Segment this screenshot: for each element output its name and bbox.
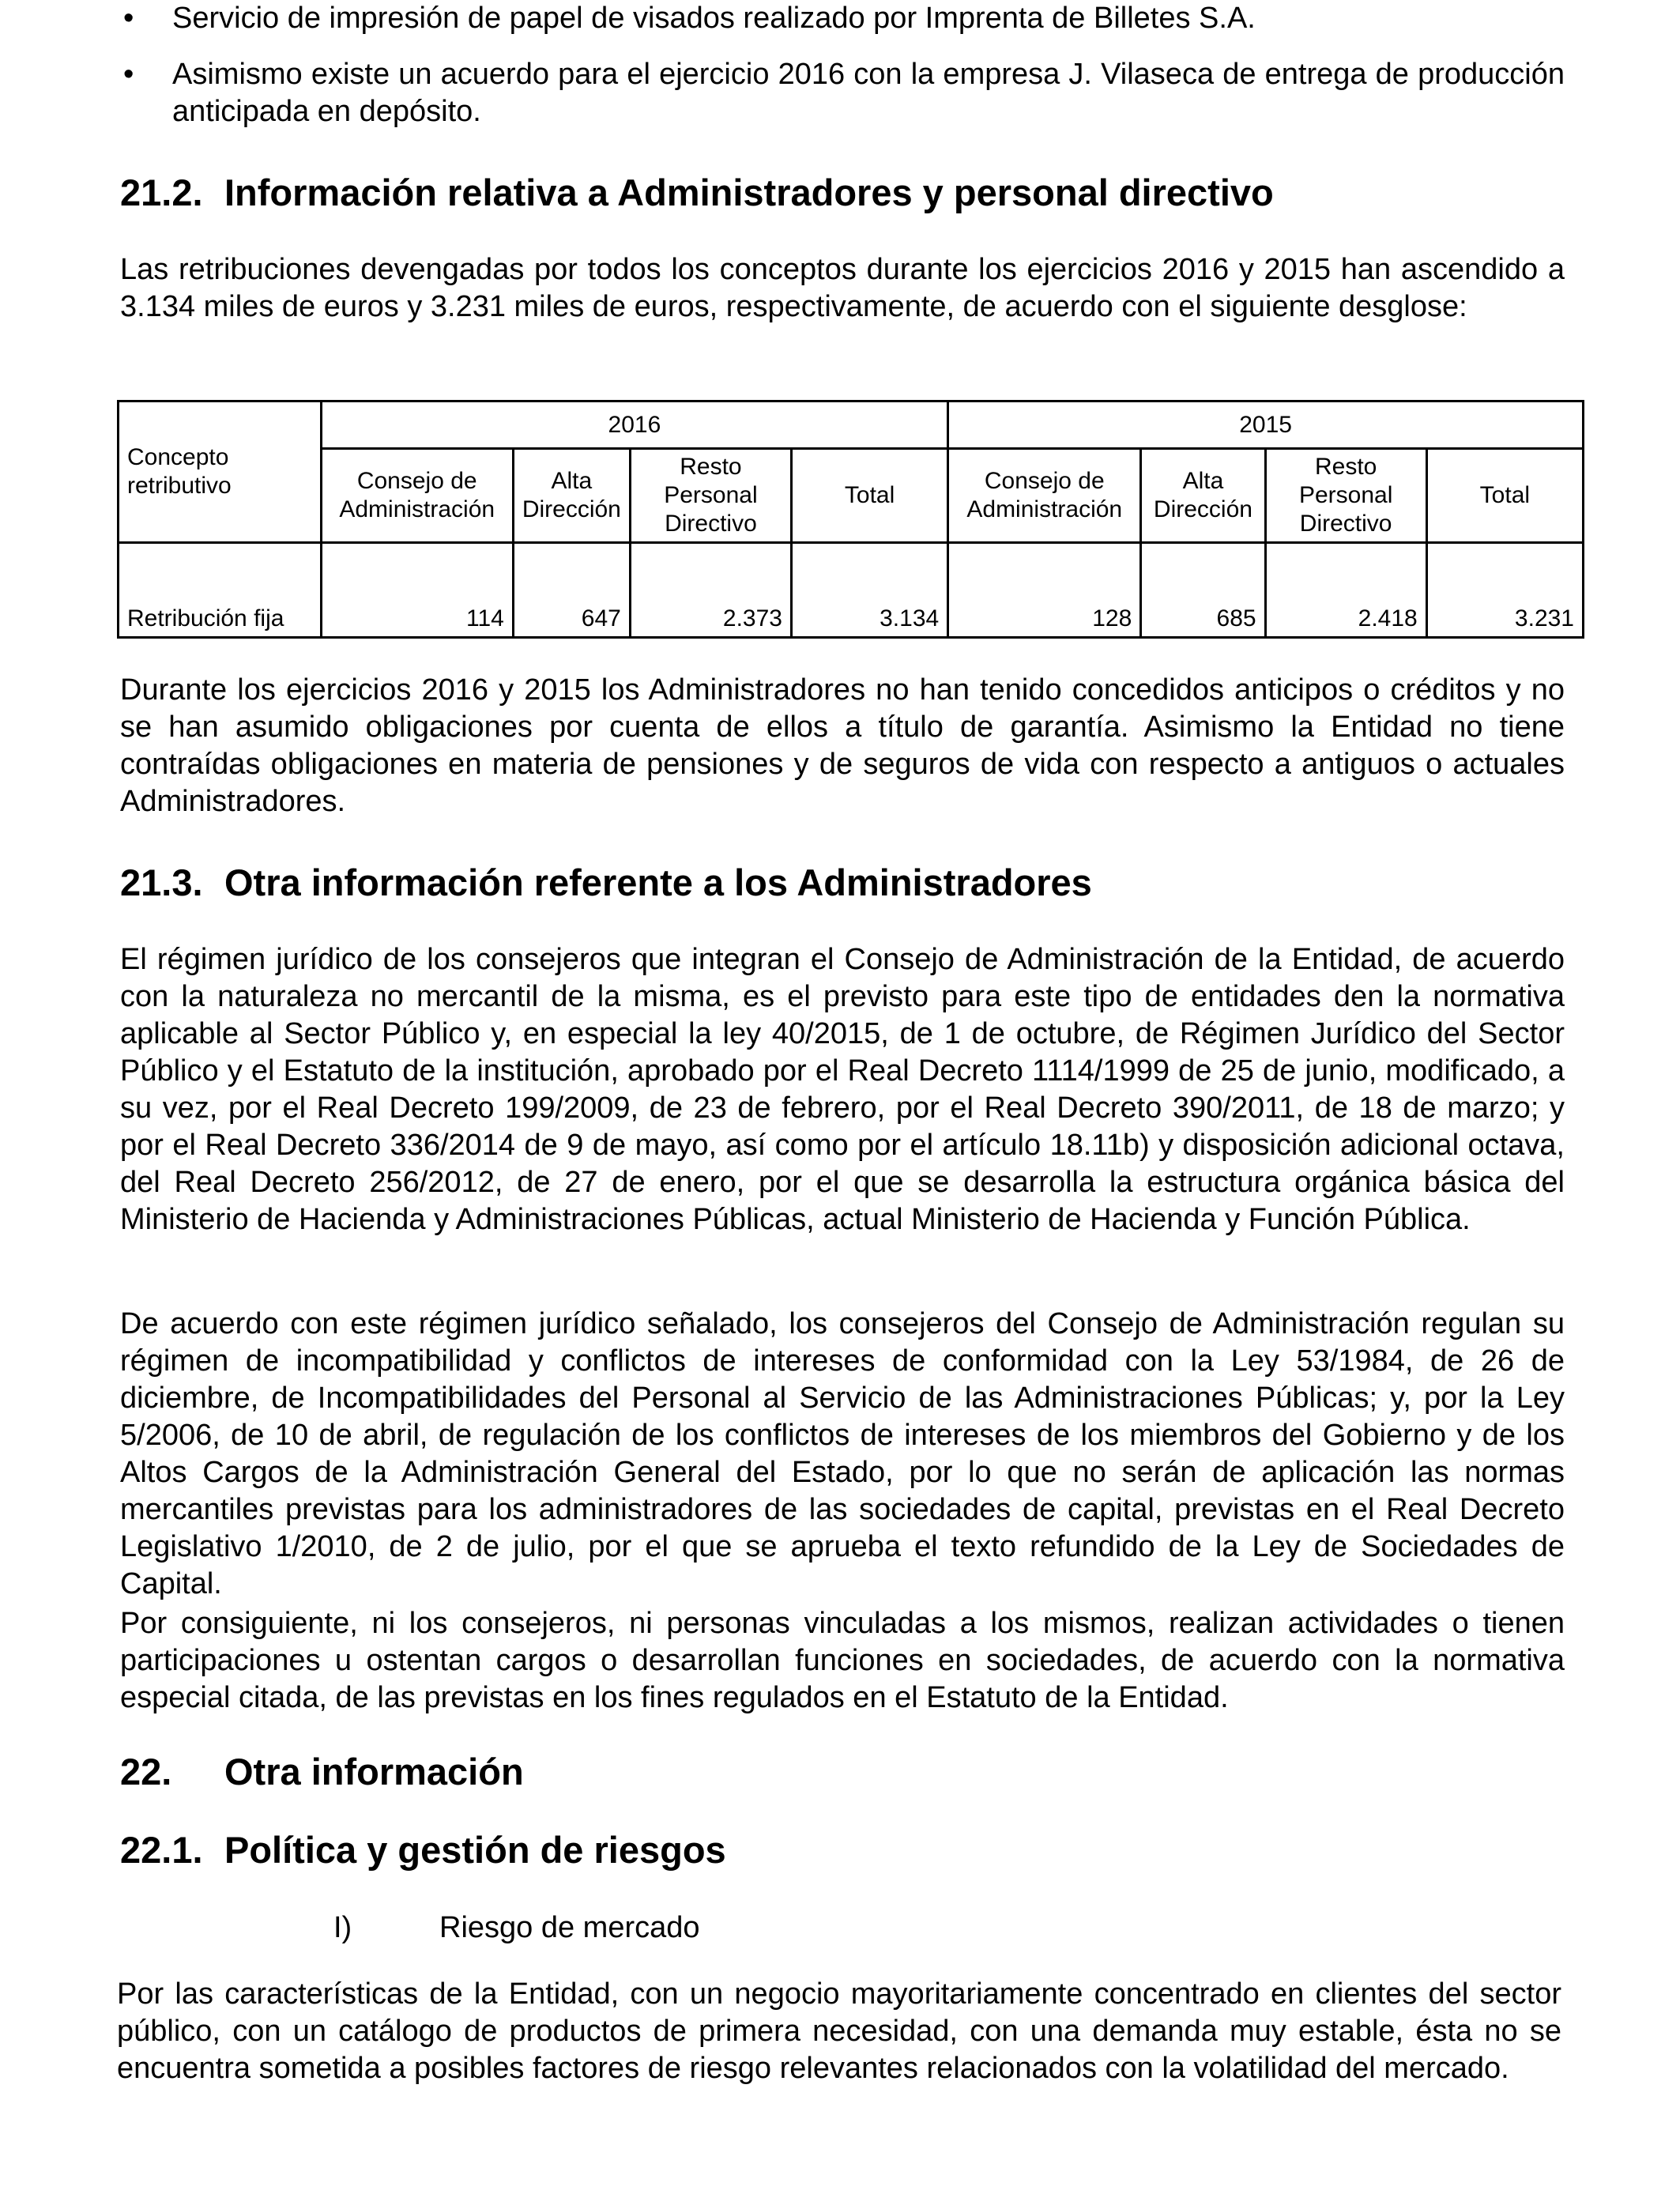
concept-header-cell: Concepto retributivo xyxy=(119,401,322,543)
subheading-number: I) xyxy=(333,1911,352,1944)
table-cell: 2.373 xyxy=(630,543,791,638)
table-cell: 647 xyxy=(513,543,630,638)
year-2015-header: 2015 xyxy=(948,401,1584,449)
heading-21-2 xyxy=(120,171,1274,214)
paragraph-consiguiente: Por consiguiente, ni los consejeros, ni personas vinculadas a los mismos, realizan actividades o tienen participaciones u ostentan cargos o desarrollan funciones en sociedades, de acuerdo con la normativa especial citada, de las previstas en los fines regulados en el Estatuto de la Entidad. xyxy=(120,1607,1565,1714)
paragraph-anticipos: Durante los ejercicios 2016 y 2015 los Administradores no han tenido concedidos anticipos o créditos y no se han asumido obligaciones por cuenta de ellos a título de garantía. Asimismo la Entidad no tiene contraídas obligaciones en materia de pensiones y de seguros de vida con respecto a antiguos o actuales Administradores. xyxy=(120,673,1565,818)
bullet-icon: • xyxy=(123,2,134,35)
col-header: Alta Dirección xyxy=(513,449,630,543)
subheading-riesgo-mercado xyxy=(333,1911,700,1945)
table-year-row xyxy=(119,401,1584,449)
table-column-header-row xyxy=(119,449,1584,543)
paragraph-regimen-juridico: El régimen jurídico de los consejeros que integran el Consejo de Administración de la Entidad, de acuerdo con la naturaleza no mercantil de la misma, es el previsto para este tipo de entidades den la normativa aplicable al Sector Público y, en especial la ley 40/2015, de 1 de octubre, de Régimen Jurídico del Sector Público y el Estatuto de la institución, aprobado por el Real Decreto 1114/1999 de 25 de junio, modificado, a su vez, por el Real Decreto 199/2009, de 23 de febrero, por el Real Decreto 390/2011, de 18 de marzo; y por el Real Decreto 336/2014 de 9 de mayo, así como por el artículo 18.11b) y disposición adicional octava, del Real Decreto 256/2012, de 27 de enero, por el que se desarrolla la estructura orgánica básica del Ministerio de Hacienda y Administraciones Públicas, actual Ministerio de Hacienda y Función Pública. xyxy=(120,943,1565,1236)
heading-number: 22. xyxy=(120,1751,172,1793)
retribution-table xyxy=(117,400,1584,639)
col-header: Consejo de Administración xyxy=(321,449,513,543)
heading-title: Política y gestión de riesgos xyxy=(224,1829,726,1871)
table-cell: 2.418 xyxy=(1265,543,1426,638)
bullet-item xyxy=(120,56,1565,130)
col-header: Resto Personal Directivo xyxy=(630,449,791,543)
paragraph-incompatibilidad: De acuerdo con este régimen jurídico señalado, los consejeros del Consejo de Administración regulan su régimen de incompatibilidad y conflictos de intereses de conformidad con la Ley 53/1984, de 26 de diciembre, de Incompatibilidades del Personal al Servicio de las Administraciones Públicas; y, por la Ley 5/2006, de 10 de abril, de regulación de los conflictos de intereses de los miembros del Gobierno y de los Altos Cargos de la Administración General del Estado, por lo que no serán de aplicación las normas mercantiles previstas para los administradores de las sociedades de capital, previstas en el Real Decreto Legislativo 1/2010, de 2 de julio, por el que se aprueba el texto refundido de la Ley de Sociedades de Capital. xyxy=(120,1307,1565,1600)
subheading-title: Riesgo de mercado xyxy=(439,1911,700,1944)
bullet-text: Servicio de impresión de papel de visados realizado por Imprenta de Billetes S.A. xyxy=(172,2,1256,35)
heading-number: 21.2. xyxy=(120,172,203,213)
paragraph-retribuciones: Las retribuciones devengadas por todos los conceptos durante los ejercicios 2016 y 2015 han ascendido a 3.134 miles de euros y 3.231 miles de euros, respectivamente, de acuerdo con el siguiente desglose: xyxy=(120,253,1565,323)
bullet-list xyxy=(120,0,1565,130)
table-cell: 128 xyxy=(948,543,1141,638)
paragraph-volatilidad: Por las características de la Entidad, con un negocio mayoritariamente concentrado en clientes del sector público, con un catálogo de productos de primera necesidad, con una demanda muy estable, ésta no se encuentra sometida a posibles factores de riesgo relevantes relacionados con la volatilidad del mercado. xyxy=(117,1977,1561,2085)
bullet-text: Asimismo existe un acuerdo para el ejercicio 2016 con la empresa J. Vilaseca de entrega de producción anticipada en depósito. xyxy=(172,58,1565,128)
table-cell: 3.231 xyxy=(1426,543,1583,638)
bullet-icon: • xyxy=(123,58,134,91)
col-header: Total xyxy=(791,449,947,543)
heading-22-1 xyxy=(120,1828,726,1872)
heading-21-3 xyxy=(120,861,1092,904)
heading-number: 21.3. xyxy=(120,861,203,903)
year-2016-header: 2016 xyxy=(321,401,948,449)
heading-number: 22.1. xyxy=(120,1829,203,1871)
heading-22 xyxy=(120,1750,524,1793)
col-header: Consejo de Administración xyxy=(948,449,1141,543)
table-cell: 685 xyxy=(1141,543,1265,638)
heading-title: Información relativa a Administradores y personal directivo xyxy=(224,172,1274,213)
col-header: Alta Dirección xyxy=(1141,449,1265,543)
bullet-item xyxy=(120,0,1565,37)
table-cell: 114 xyxy=(321,543,513,638)
row-label: Retribución fija xyxy=(119,543,322,638)
table-cell: 3.134 xyxy=(791,543,947,638)
table-row xyxy=(119,543,1584,638)
col-header: Resto Personal Directivo xyxy=(1265,449,1426,543)
heading-title: Otra información referente a los Administradores xyxy=(224,861,1092,903)
col-header: Total xyxy=(1426,449,1583,543)
heading-title: Otra información xyxy=(224,1751,524,1793)
